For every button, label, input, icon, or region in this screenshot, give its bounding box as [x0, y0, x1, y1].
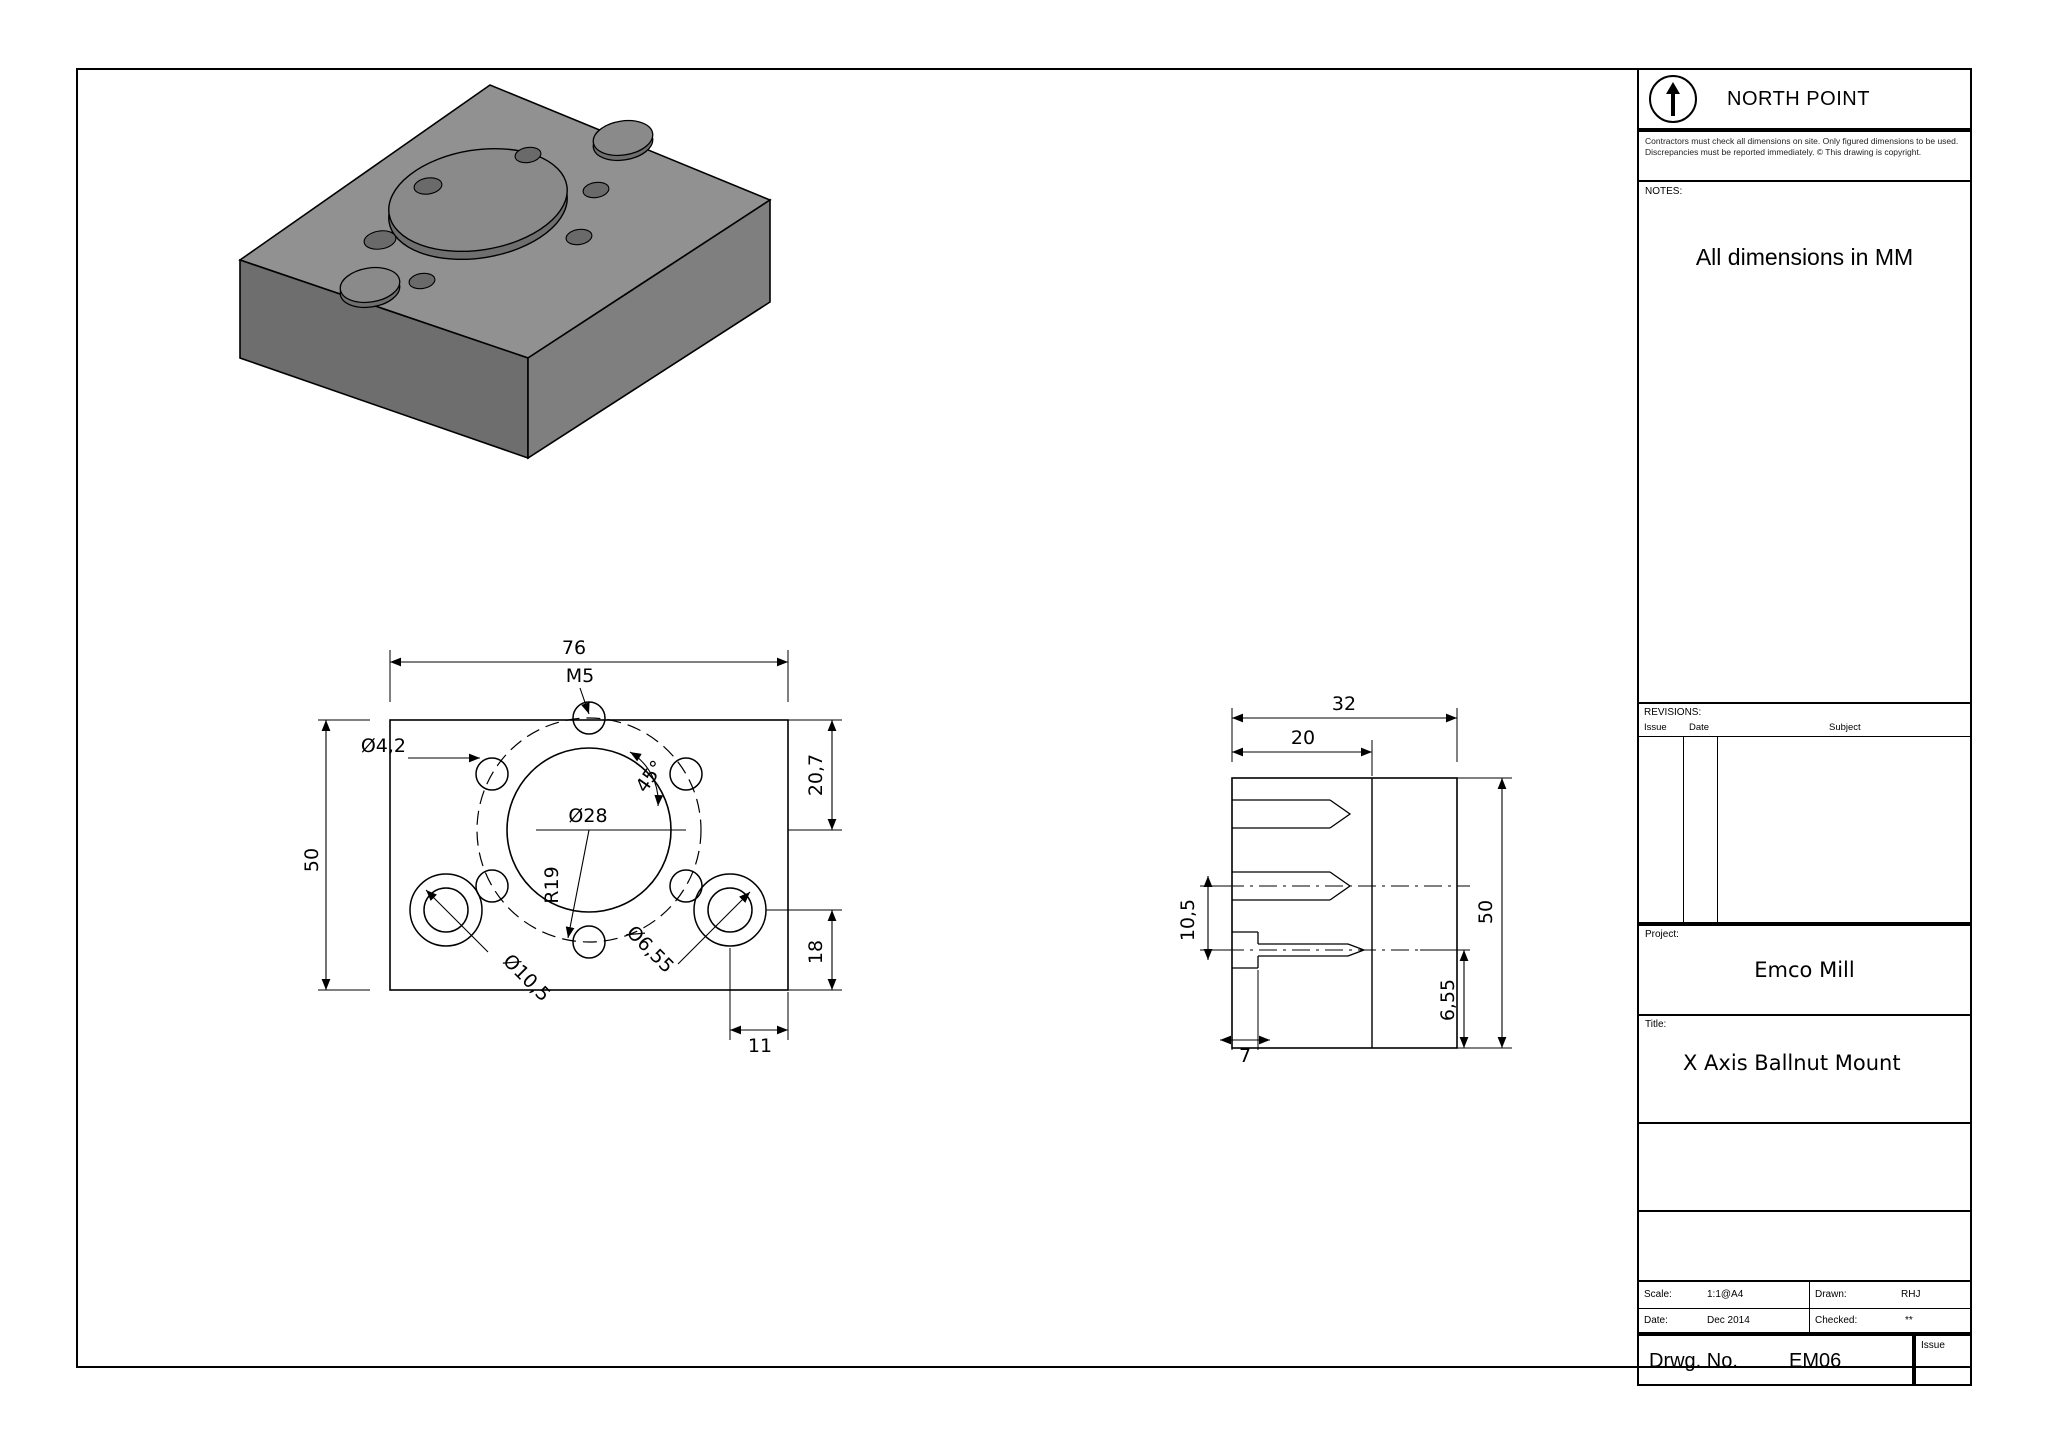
revisions-header-rule: [1639, 736, 1970, 737]
blank-box-2: [1637, 1212, 1972, 1282]
title-box: [1637, 1016, 1972, 1124]
notes-text: All dimensions in MM: [1695, 244, 1914, 270]
revisions-col-rule-1: [1683, 736, 1684, 922]
revisions-header-date: Date: [1689, 722, 1710, 733]
notes-box: [1637, 182, 1972, 704]
issue-label: Issue: [1921, 1340, 1945, 1351]
notes-label: NOTES:: [1645, 186, 1683, 197]
drawn-label: Drawn:: [1815, 1289, 1847, 1300]
dim-bolt-circle-radius: R19: [541, 866, 563, 904]
dim-low-offset: 6,55: [1437, 978, 1459, 1022]
side-view: [1140, 680, 1570, 1200]
dim-bottom-offset: 18: [805, 939, 827, 965]
dim-hole-small: Ø4,2: [360, 735, 406, 757]
north-arrow-icon: [1649, 75, 1697, 123]
dim-offset: 7: [1238, 1045, 1252, 1067]
contractors-note-text: Contractors must check all dimensions on site. Only figured dimensions to be used. Discrepancies must be reported immediately. © This drawing is copyright.: [1645, 136, 1959, 157]
revisions-col-rule-2: [1717, 736, 1718, 922]
dim-width: 76: [561, 637, 587, 659]
dim-angle: 45°: [631, 756, 669, 797]
dim-spacing: 10,5: [1177, 898, 1199, 942]
drawing-number-box: [1637, 1334, 1914, 1386]
date-value: Dec 2014: [1707, 1315, 1750, 1326]
dim-thread: M5: [565, 665, 595, 687]
revisions-box: [1637, 704, 1972, 924]
dim-clearance-hole: Ø6,55: [621, 921, 679, 978]
checked-value: **: [1905, 1315, 1913, 1326]
project-label: Project:: [1645, 929, 1679, 940]
drawing-no-label: Drwg. No.: [1649, 1350, 1738, 1372]
dim-counterbore: Ø10,5: [498, 949, 555, 1007]
revisions-header-issue: Issue: [1644, 722, 1667, 733]
isometric-view: [210, 40, 850, 480]
contractors-note-box: [1637, 130, 1972, 182]
title-block: [1637, 68, 1972, 1372]
scale-value: 1:1@A4: [1707, 1289, 1744, 1300]
drawing-no-value: EM06: [1789, 1350, 1842, 1372]
title-label: Title:: [1645, 1019, 1667, 1030]
front-view: [301, 637, 1050, 1200]
dim-edge-offset: 11: [747, 1035, 773, 1057]
title-value: X Axis Ballnut Mount: [1683, 1051, 1901, 1075]
revisions-header-subject: Subject: [1829, 722, 1861, 733]
dim-inner-depth: 20: [1290, 727, 1316, 749]
project-box: [1637, 924, 1972, 1016]
meta-box: [1637, 1282, 1972, 1334]
dim-top-offset: 20,7: [805, 753, 827, 797]
dim-side-height: 50: [1475, 899, 1497, 925]
scale-label: Scale:: [1644, 1289, 1672, 1300]
blank-box-1: [1637, 1124, 1972, 1212]
north-point-label: NORTH POINT: [1727, 87, 1870, 110]
dim-bore: Ø28: [568, 805, 608, 827]
dim-height: 50: [301, 847, 323, 873]
issue-box: [1914, 1334, 1972, 1386]
dim-depth: 32: [1331, 693, 1357, 715]
revisions-label: REVISIONS:: [1644, 707, 1702, 718]
north-point-box: [1637, 68, 1972, 130]
checked-label: Checked:: [1815, 1315, 1858, 1326]
project-value: Emco Mill: [1754, 958, 1855, 982]
drawn-value: RHJ: [1901, 1289, 1921, 1300]
date-label: Date:: [1644, 1315, 1668, 1326]
